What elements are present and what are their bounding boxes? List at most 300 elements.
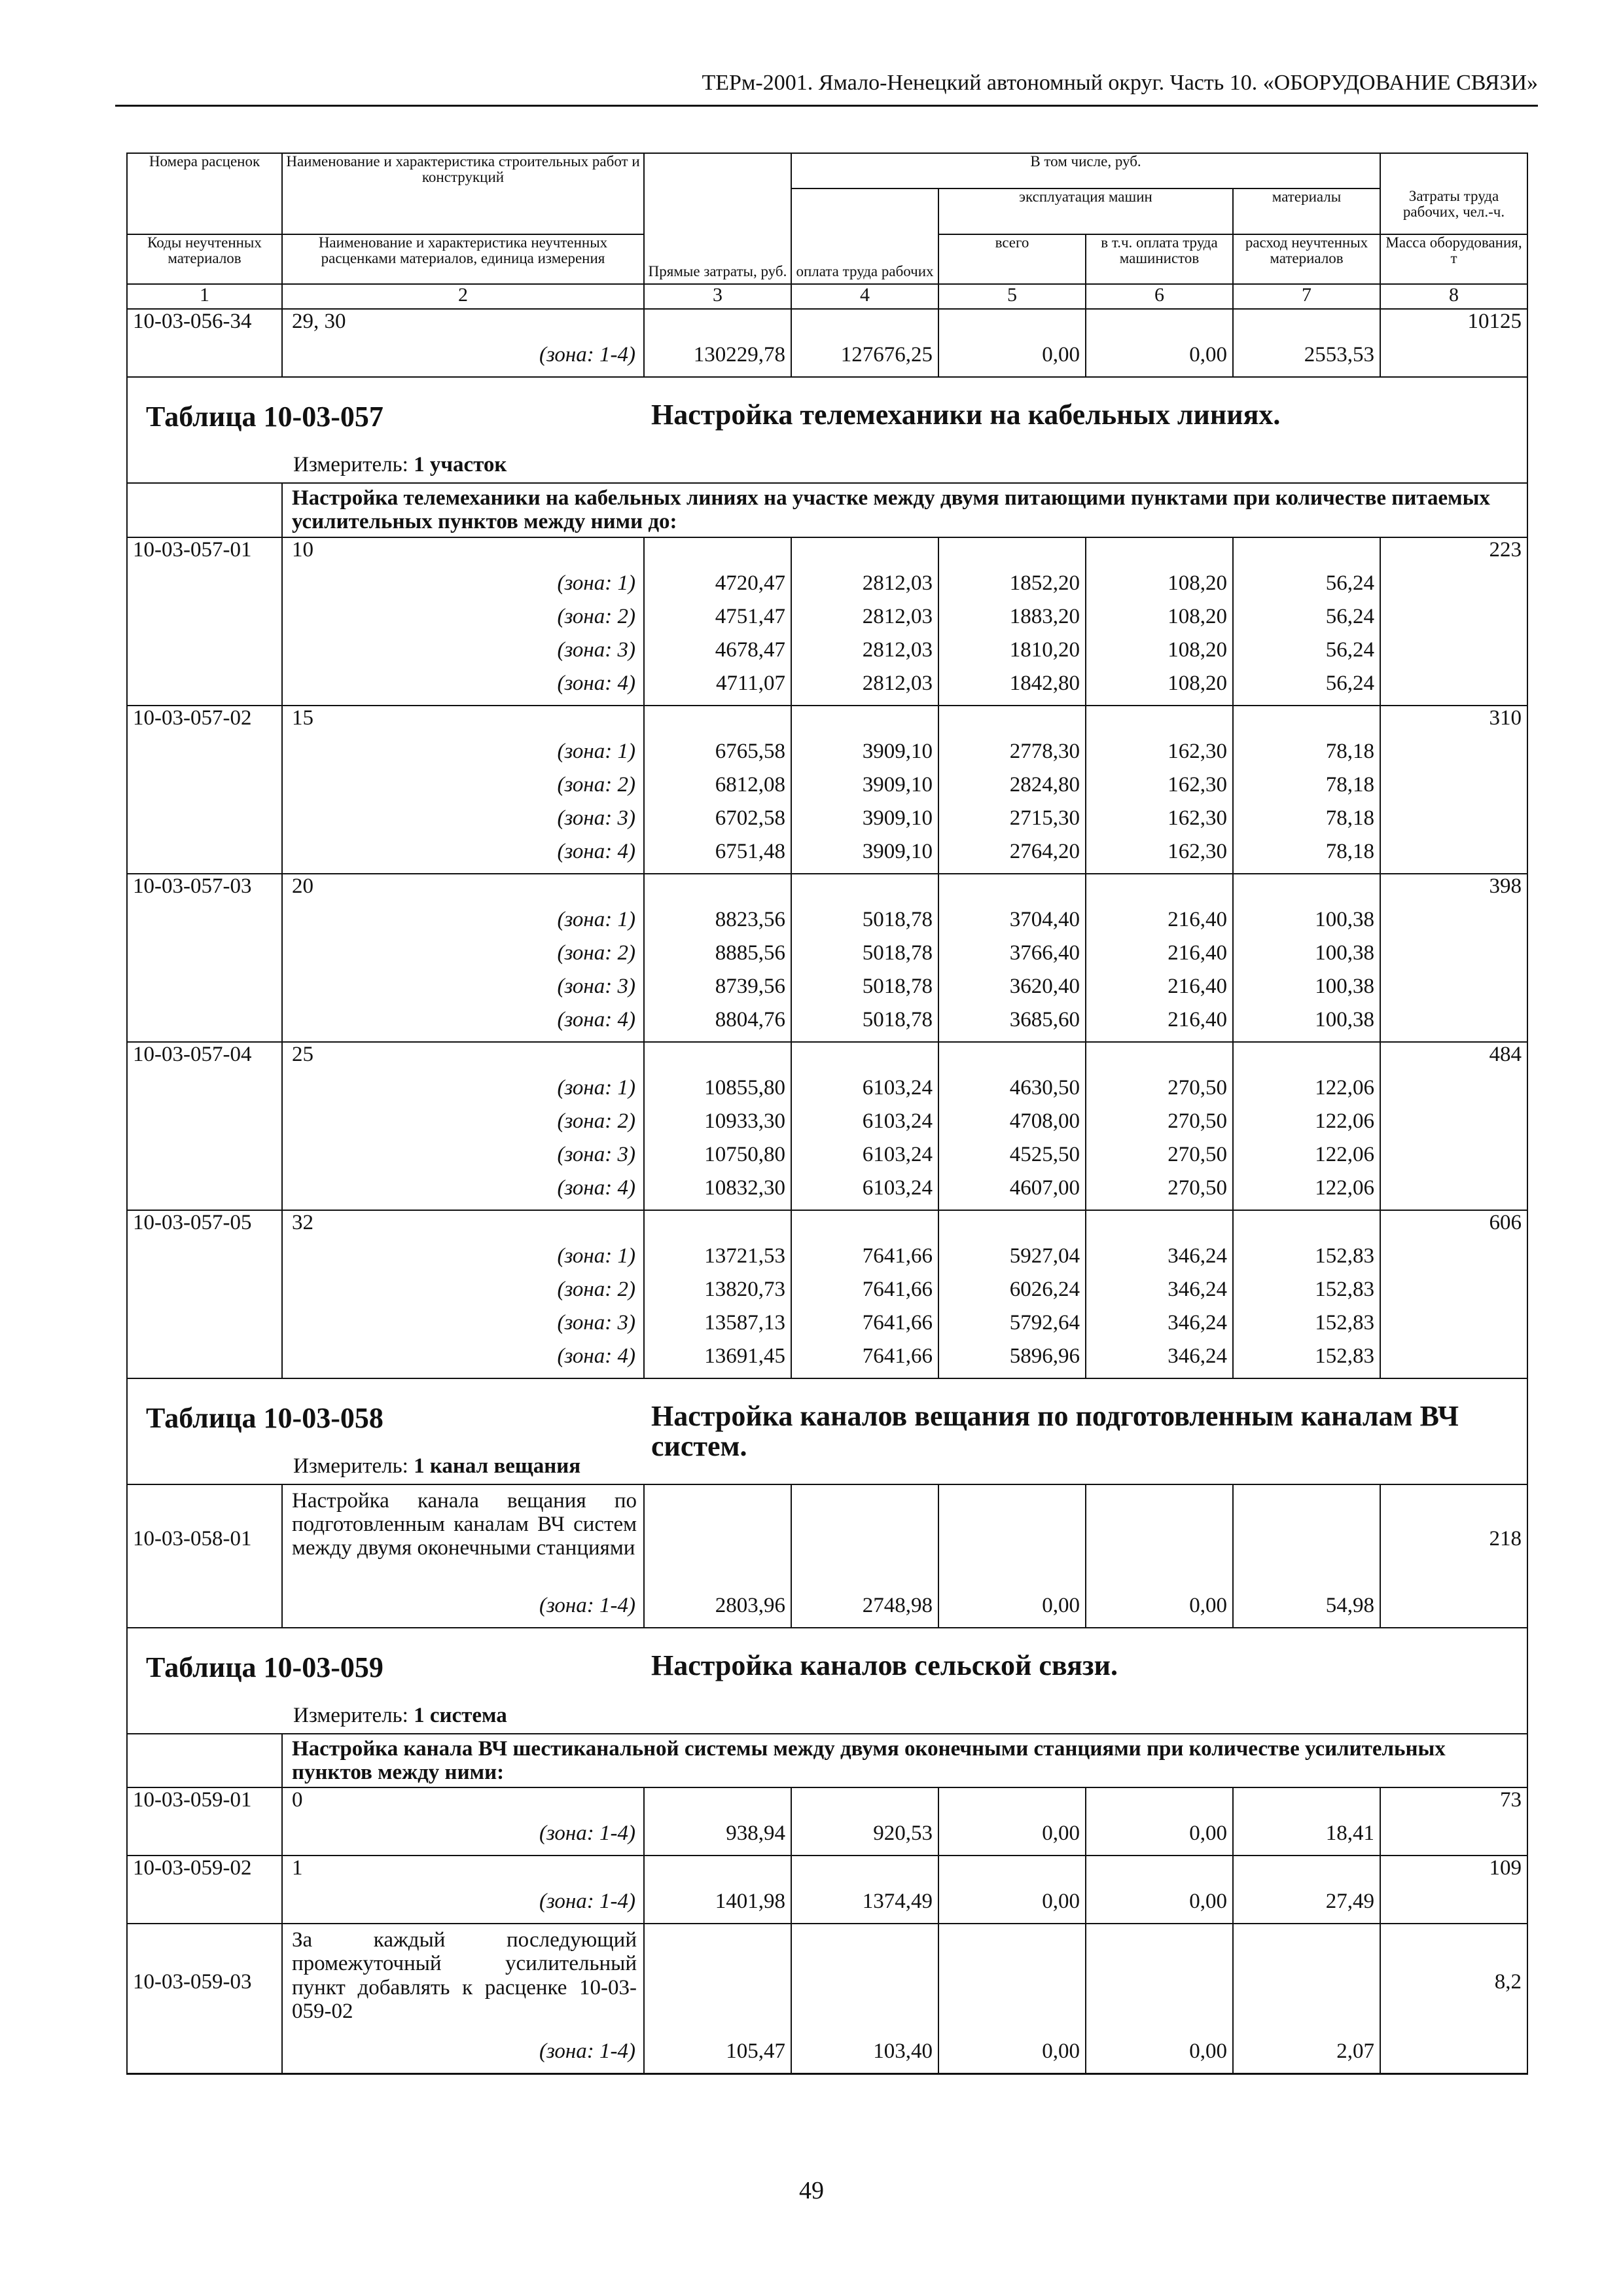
empty-cell [1380, 773, 1527, 806]
price-value: 216,40 [1086, 1008, 1233, 1042]
price-value: 0,00 [1086, 1821, 1233, 1856]
zone-label: (зона: 4) [282, 1008, 644, 1042]
price-value: 27,49 [1233, 1890, 1380, 1924]
price-value: 5018,78 [791, 908, 938, 941]
empty-cell [1233, 537, 1380, 571]
labor-cost: 10125 [1380, 309, 1527, 343]
price-value: 13691,45 [644, 1344, 791, 1378]
table-title: Настройка каналов сельской связи. [651, 1649, 1118, 1681]
empty-cell [1086, 1042, 1233, 1076]
labor-cost: 310 [1380, 706, 1527, 740]
price-value: 6103,24 [791, 1176, 938, 1210]
price-value: 122,06 [1233, 1143, 1380, 1176]
empty-cell [1380, 806, 1527, 840]
price-value: 1401,98 [644, 1890, 791, 1924]
empty-cell [127, 1311, 282, 1344]
section-intro: Настройка канала ВЧ шестиканальной системы между двумя оконечными станциями при количестве усилительных пунктов между ними: [282, 1734, 1527, 1788]
empty-cell [1086, 537, 1233, 571]
price-value: 162,30 [1086, 806, 1233, 840]
measure-value: 1 система [414, 1703, 507, 1727]
price-value: 152,83 [1233, 1244, 1380, 1278]
price-value: 2553,53 [1233, 343, 1380, 377]
measure-label: Измеритель: [293, 1454, 408, 1478]
col8-top-header: Затраты труда рабочих, чел.-ч. [1380, 188, 1527, 234]
price-value: 7641,66 [791, 1244, 938, 1278]
price-value: 920,53 [791, 1821, 938, 1856]
price-value: 162,30 [1086, 840, 1233, 874]
group-header: В том числе, руб. [791, 153, 1380, 188]
price-value: 2803,96 [644, 1594, 791, 1628]
price-value: 127676,25 [791, 343, 938, 377]
empty-cell [644, 1484, 791, 1594]
zone-label: (зона: 3) [282, 1143, 644, 1176]
col8-bottom-header: Масса оборудования, т [1380, 234, 1527, 284]
col-number: 7 [1233, 284, 1380, 309]
zone-label: (зона: 4) [282, 840, 644, 874]
price-value: 6103,24 [791, 1143, 938, 1176]
zone-label: (зона: 1) [282, 1244, 644, 1278]
zone-label: (зона: 1-4) [282, 1890, 644, 1924]
price-value: 270,50 [1086, 1076, 1233, 1109]
empty-cell [1380, 605, 1527, 638]
price-value: 100,38 [1233, 908, 1380, 941]
table-number: Таблица 10-03-059 [146, 1651, 383, 1683]
measure-unit [293, 1704, 507, 1728]
measure-label: Измеритель: [293, 453, 408, 476]
empty-cell [1380, 975, 1527, 1008]
rate-code: 10-03-057-02 [127, 706, 282, 740]
empty-cell [1380, 740, 1527, 773]
price-value: 6812,08 [644, 773, 791, 806]
empty-cell [1380, 1278, 1527, 1311]
price-value: 3766,40 [938, 941, 1086, 975]
empty-cell [791, 1856, 938, 1890]
rate-name: 20 [282, 874, 644, 908]
price-value: 5927,04 [938, 1244, 1086, 1278]
empty-cell [938, 537, 1086, 571]
empty-cell [127, 840, 282, 874]
labor-cost: 484 [1380, 1042, 1527, 1076]
empty-cell [1233, 874, 1380, 908]
price-value: 0,00 [1086, 343, 1233, 377]
price-value: 8739,56 [644, 975, 791, 1008]
price-value: 130229,78 [644, 343, 791, 377]
price-value: 216,40 [1086, 941, 1233, 975]
empty-cell [127, 1278, 282, 1311]
measure-value: 1 участок [414, 453, 507, 476]
col4-header: оплата труда рабочих [791, 188, 938, 284]
table-heading [127, 377, 1527, 483]
empty-cell [791, 1787, 938, 1821]
price-value: 0,00 [1086, 2039, 1233, 2074]
labor-cost: 223 [1380, 537, 1527, 571]
empty-cell [1380, 1594, 1527, 1628]
price-value: 2778,30 [938, 740, 1086, 773]
col2-top-header: Наименование и характеристика строительных работ и конструкций [282, 153, 644, 234]
price-value: 152,83 [1233, 1311, 1380, 1344]
price-value: 216,40 [1086, 975, 1233, 1008]
zone-label: (зона: 2) [282, 1278, 644, 1311]
rate-name: 32 [282, 1210, 644, 1244]
price-value: 346,24 [1086, 1311, 1233, 1344]
empty-cell [938, 706, 1086, 740]
empty-cell [938, 1856, 1086, 1890]
rate-code: 10-03-057-04 [127, 1042, 282, 1076]
price-value: 108,20 [1086, 571, 1233, 605]
empty-cell [1086, 309, 1233, 343]
empty-cell [791, 1042, 938, 1076]
page-header-title: ТЕРм-2001. Ямало-Ненецкий автономный округ. Часть 10. «ОБОРУДОВАНИЕ СВЯЗИ» [702, 71, 1538, 95]
price-value: 0,00 [938, 2039, 1086, 2074]
rate-code: 10-03-057-05 [127, 1210, 282, 1244]
col-number: 6 [1086, 284, 1233, 309]
price-value: 6765,58 [644, 740, 791, 773]
price-value: 7641,66 [791, 1311, 938, 1344]
price-value: 2824,80 [938, 773, 1086, 806]
zone-label: (зона: 1) [282, 571, 644, 605]
rate-name: 0 [282, 1787, 644, 1821]
rate-name: 15 [282, 706, 644, 740]
empty-cell [1233, 706, 1380, 740]
price-value: 5018,78 [791, 941, 938, 975]
price-value: 1852,20 [938, 571, 1086, 605]
measure-label: Измеритель: [293, 1703, 408, 1727]
price-value: 2,07 [1233, 2039, 1380, 2074]
price-value: 10855,80 [644, 1076, 791, 1109]
empty-cell [938, 874, 1086, 908]
empty-cell [127, 975, 282, 1008]
price-value: 0,00 [938, 1890, 1086, 1924]
price-value: 122,06 [1233, 1176, 1380, 1210]
labor-cost: 8,2 [1380, 1924, 1527, 2039]
rate-code: 10-03-057-01 [127, 537, 282, 571]
zone-label: (зона: 2) [282, 605, 644, 638]
price-value: 4708,00 [938, 1109, 1086, 1143]
labor-cost: 73 [1380, 1787, 1527, 1821]
price-value: 78,18 [1233, 773, 1380, 806]
labor-cost: 218 [1380, 1484, 1527, 1594]
zone-label: (зона: 1) [282, 908, 644, 941]
empty-cell [1380, 1821, 1527, 1856]
price-value: 10933,30 [644, 1109, 791, 1143]
table-number: Таблица 10-03-058 [146, 1401, 383, 1434]
price-value: 270,50 [1086, 1176, 1233, 1210]
price-value: 2812,03 [791, 605, 938, 638]
col-number: 8 [1380, 284, 1527, 309]
price-value: 103,40 [791, 2039, 938, 2074]
empty-cell [1086, 874, 1233, 908]
empty-cell [127, 1890, 282, 1924]
price-value: 108,20 [1086, 672, 1233, 706]
rate-name: 10 [282, 537, 644, 571]
empty-cell [1086, 1924, 1233, 2039]
empty-cell [938, 1042, 1086, 1076]
price-value: 5792,64 [938, 1311, 1086, 1344]
empty-cell [938, 1484, 1086, 1594]
price-value: 5896,96 [938, 1344, 1086, 1378]
labor-cost: 109 [1380, 1856, 1527, 1890]
rate-code: 10-03-059-02 [127, 1856, 282, 1890]
empty-cell [127, 1109, 282, 1143]
page-number: 49 [799, 2177, 824, 2204]
col2-bottom-header: Наименование и характеристика неучтенных расценками материалов, единица измерения [282, 234, 644, 284]
measure-value: 1 канал вещания [414, 1454, 581, 1478]
empty-cell [1233, 1856, 1380, 1890]
empty-cell [1233, 1042, 1380, 1076]
price-value: 56,24 [1233, 571, 1380, 605]
price-value: 10832,30 [644, 1176, 791, 1210]
price-value: 108,20 [1086, 605, 1233, 638]
rates-table [126, 152, 1528, 2075]
rate-code: 10-03-056-34 [127, 309, 282, 343]
labor-cost: 398 [1380, 874, 1527, 908]
price-value: 6751,48 [644, 840, 791, 874]
col1-top-header: Номера расценок [127, 153, 282, 234]
empty-cell [1380, 1143, 1527, 1176]
empty-cell [938, 1210, 1086, 1244]
empty-cell [127, 343, 282, 377]
col1-bottom-header: Коды неучтенных материалов [127, 234, 282, 284]
zone-label: (зона: 1) [282, 1076, 644, 1109]
price-value: 122,06 [1233, 1109, 1380, 1143]
price-value: 100,38 [1233, 1008, 1380, 1042]
empty-cell [644, 1924, 791, 2039]
price-value: 3909,10 [791, 773, 938, 806]
price-value: 2715,30 [938, 806, 1086, 840]
price-value: 0,00 [938, 343, 1086, 377]
empty-cell [791, 1210, 938, 1244]
empty-cell [1380, 1176, 1527, 1210]
price-value: 4607,00 [938, 1176, 1086, 1210]
empty-cell [1233, 1210, 1380, 1244]
col7-header: расход неучтенных материалов [1233, 234, 1380, 284]
empty-cell [127, 1734, 282, 1788]
price-value: 100,38 [1233, 941, 1380, 975]
empty-cell [791, 1484, 938, 1594]
col-number: 1 [127, 284, 282, 309]
empty-cell [1086, 706, 1233, 740]
price-value: 162,30 [1086, 773, 1233, 806]
empty-cell [644, 1787, 791, 1821]
price-value: 3909,10 [791, 806, 938, 840]
col-number: 4 [791, 284, 938, 309]
empty-cell [127, 806, 282, 840]
empty-cell [1233, 1924, 1380, 2039]
table-title: Настройка каналов вещания по подготовленным каналам ВЧ систем. [651, 1399, 1459, 1462]
price-value: 1810,20 [938, 638, 1086, 672]
price-value: 270,50 [1086, 1143, 1233, 1176]
table-number: Таблица 10-03-057 [146, 401, 383, 433]
price-value: 0,00 [1086, 1890, 1233, 1924]
empty-cell [644, 537, 791, 571]
price-value: 8823,56 [644, 908, 791, 941]
price-value: 1842,80 [938, 672, 1086, 706]
zone-label: (зона: 3) [282, 1311, 644, 1344]
empty-cell [1380, 1311, 1527, 1344]
price-value: 8885,56 [644, 941, 791, 975]
price-value: 2748,98 [791, 1594, 938, 1628]
price-value: 1883,20 [938, 605, 1086, 638]
zone-label: (зона: 4) [282, 672, 644, 706]
price-value: 938,94 [644, 1821, 791, 1856]
empty-cell [1380, 1890, 1527, 1924]
empty-cell [938, 1787, 1086, 1821]
empty-cell [1086, 1787, 1233, 1821]
price-value: 6103,24 [791, 1109, 938, 1143]
price-value: 270,50 [1086, 1109, 1233, 1143]
price-value: 8804,76 [644, 1008, 791, 1042]
empty-cell [938, 1924, 1086, 2039]
zone-label: (зона: 3) [282, 975, 644, 1008]
empty-cell [1380, 571, 1527, 605]
empty-cell [1380, 1344, 1527, 1378]
empty-cell [1233, 309, 1380, 343]
table-heading [127, 1378, 1527, 1484]
col5-header: всего [938, 234, 1086, 284]
empty-cell [127, 483, 282, 537]
empty-cell [127, 672, 282, 706]
col3-header: Прямые затраты, руб. [644, 153, 791, 284]
price-value: 7641,66 [791, 1344, 938, 1378]
col-number: 2 [282, 284, 644, 309]
price-value: 152,83 [1233, 1278, 1380, 1311]
price-value: 2812,03 [791, 638, 938, 672]
zone-label: (зона: 2) [282, 941, 644, 975]
price-value: 162,30 [1086, 740, 1233, 773]
empty-cell [644, 1856, 791, 1890]
zone-label: (зона: 2) [282, 1109, 644, 1143]
price-value: 100,38 [1233, 975, 1380, 1008]
empty-cell [1380, 343, 1527, 377]
empty-cell [127, 605, 282, 638]
empty-cell [791, 537, 938, 571]
price-value: 216,40 [1086, 908, 1233, 941]
price-value: 152,83 [1233, 1344, 1380, 1378]
table-heading [127, 1628, 1527, 1734]
empty-cell [1380, 1244, 1527, 1278]
zone-label: (зона: 1-4) [282, 343, 644, 377]
price-value: 54,98 [1233, 1594, 1380, 1628]
empty-cell [1380, 840, 1527, 874]
price-value: 4525,50 [938, 1143, 1086, 1176]
price-value: 2812,03 [791, 672, 938, 706]
empty-cell [791, 1924, 938, 2039]
empty-cell [127, 773, 282, 806]
zone-label: (зона: 1-4) [282, 1821, 644, 1856]
empty-cell [127, 638, 282, 672]
empty-cell [127, 1344, 282, 1378]
empty-cell [644, 309, 791, 343]
price-value: 105,47 [644, 2039, 791, 2074]
col6-header: в т.ч. оплата труда машинистов [1086, 234, 1233, 284]
price-value: 56,24 [1233, 605, 1380, 638]
price-value: 4678,47 [644, 638, 791, 672]
empty-cell [127, 908, 282, 941]
empty-cell [1380, 638, 1527, 672]
price-value: 0,00 [1086, 1594, 1233, 1628]
price-value: 108,20 [1086, 638, 1233, 672]
price-value: 13587,13 [644, 1311, 791, 1344]
materials-header: материалы [1233, 188, 1380, 234]
price-value: 4630,50 [938, 1076, 1086, 1109]
zone-label: (зона: 1-4) [282, 1594, 644, 1628]
empty-cell [127, 1244, 282, 1278]
price-value: 1374,49 [791, 1890, 938, 1924]
rate-name: 25 [282, 1042, 644, 1076]
empty-cell [1380, 941, 1527, 975]
price-value: 56,24 [1233, 672, 1380, 706]
price-value: 4751,47 [644, 605, 791, 638]
empty-cell [127, 1008, 282, 1042]
price-value: 4720,47 [644, 571, 791, 605]
price-value: 346,24 [1086, 1244, 1233, 1278]
price-value: 122,06 [1233, 1076, 1380, 1109]
price-value: 2764,20 [938, 840, 1086, 874]
empty-cell [1086, 1210, 1233, 1244]
machines-header: эксплуатация машин [938, 188, 1233, 234]
price-value: 3909,10 [791, 840, 938, 874]
price-value: 6103,24 [791, 1076, 938, 1109]
price-value: 346,24 [1086, 1278, 1233, 1311]
empty-cell [1086, 1484, 1233, 1594]
price-value: 5018,78 [791, 1008, 938, 1042]
empty-cell [127, 1076, 282, 1109]
zone-label: (зона: 1) [282, 740, 644, 773]
price-value: 13721,53 [644, 1244, 791, 1278]
col-number: 3 [644, 284, 791, 309]
empty-cell [1380, 908, 1527, 941]
empty-cell [644, 1210, 791, 1244]
rate-code: 10-03-059-03 [127, 1924, 282, 2039]
empty-cell [1380, 672, 1527, 706]
price-value: 78,18 [1233, 740, 1380, 773]
empty-cell [644, 706, 791, 740]
price-value: 13820,73 [644, 1278, 791, 1311]
price-value: 78,18 [1233, 840, 1380, 874]
zone-label: (зона: 3) [282, 806, 644, 840]
section-intro: Настройка телемеханики на кабельных линиях на участке между двумя питающими пунктами при количестве питаемых усилительных пунктов между ними до: [282, 483, 1527, 537]
empty-cell [127, 571, 282, 605]
price-value: 0,00 [938, 1821, 1086, 1856]
price-value: 3685,60 [938, 1008, 1086, 1042]
empty-cell [1233, 1484, 1380, 1594]
table-title: Настройка телемеханики на кабельных линиях. [651, 399, 1281, 431]
price-value: 0,00 [938, 1594, 1086, 1628]
price-value: 3704,40 [938, 908, 1086, 941]
measure-unit [293, 453, 507, 477]
price-value: 78,18 [1233, 806, 1380, 840]
empty-cell [1233, 1787, 1380, 1821]
rate-name: Настройка канала вещания по подготовленным каналам ВЧ систем между двумя оконечными станциями [282, 1484, 644, 1594]
empty-cell [644, 874, 791, 908]
measure-unit [293, 1454, 580, 1479]
price-value: 10750,80 [644, 1143, 791, 1176]
price-value: 346,24 [1086, 1344, 1233, 1378]
empty-cell [644, 1042, 791, 1076]
price-value: 7641,66 [791, 1278, 938, 1311]
zone-label: (зона: 1-4) [282, 2039, 644, 2074]
empty-cell [1380, 2039, 1527, 2074]
price-value: 3909,10 [791, 740, 938, 773]
labor-cost: 606 [1380, 1210, 1527, 1244]
price-value: 56,24 [1233, 638, 1380, 672]
empty-cell [1380, 1008, 1527, 1042]
price-value: 6702,58 [644, 806, 791, 840]
empty-cell [938, 309, 1086, 343]
zone-label: (зона: 2) [282, 773, 644, 806]
rate-name: 29, 30 [282, 309, 644, 343]
empty-cell [127, 740, 282, 773]
